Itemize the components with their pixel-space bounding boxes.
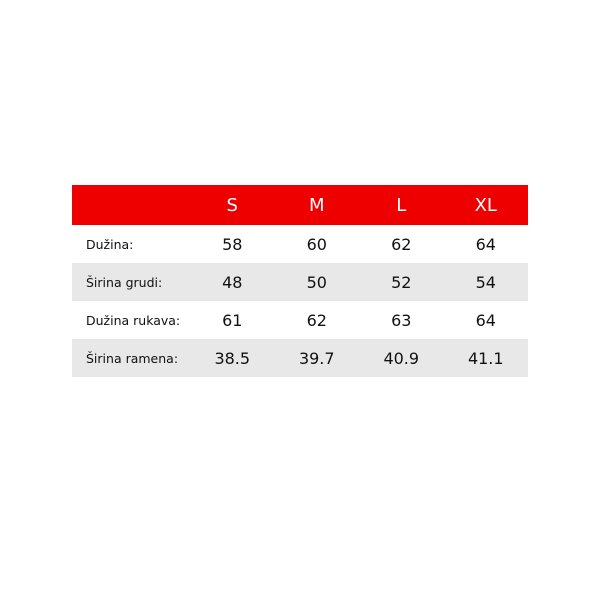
header-row [72,185,528,225]
table-row-sirina-grudi [72,263,528,301]
header-size-m: M [308,194,325,216]
table-row-duzina [72,225,528,263]
cell-value: 52 [391,272,412,292]
cell-value: 40.9 [383,348,420,368]
cell-value: 58 [222,234,243,254]
cell-value: 38.5 [214,348,251,368]
cell-value: 62 [391,234,412,254]
size-chart-table [72,185,528,377]
cell-value: 64 [475,234,496,254]
table-row-sirina-ramena [72,339,528,377]
row-label: Širina grudi: [86,274,163,290]
row-label: Dužina: [86,236,134,252]
cell-value: 62 [306,310,327,330]
cell-value: 61 [222,310,243,330]
header-size-s: S [226,194,238,216]
row-label: Dužina rukava: [86,312,181,328]
header-size-xl: XL [474,194,497,216]
header-label-cell [72,185,190,225]
cell-value: 64 [475,310,496,330]
cell-value: 63 [391,310,412,330]
cell-value: 60 [306,234,327,254]
cell-value: 54 [475,272,496,292]
table-row-duzina-rukava [72,301,528,339]
cell-value: 41.1 [467,348,504,368]
row-label: Širina ramena: [86,350,179,366]
header-size-l: L [396,194,407,216]
cell-value: 48 [222,272,243,292]
cell-value: 39.7 [298,348,335,368]
cell-value: 50 [306,272,327,292]
